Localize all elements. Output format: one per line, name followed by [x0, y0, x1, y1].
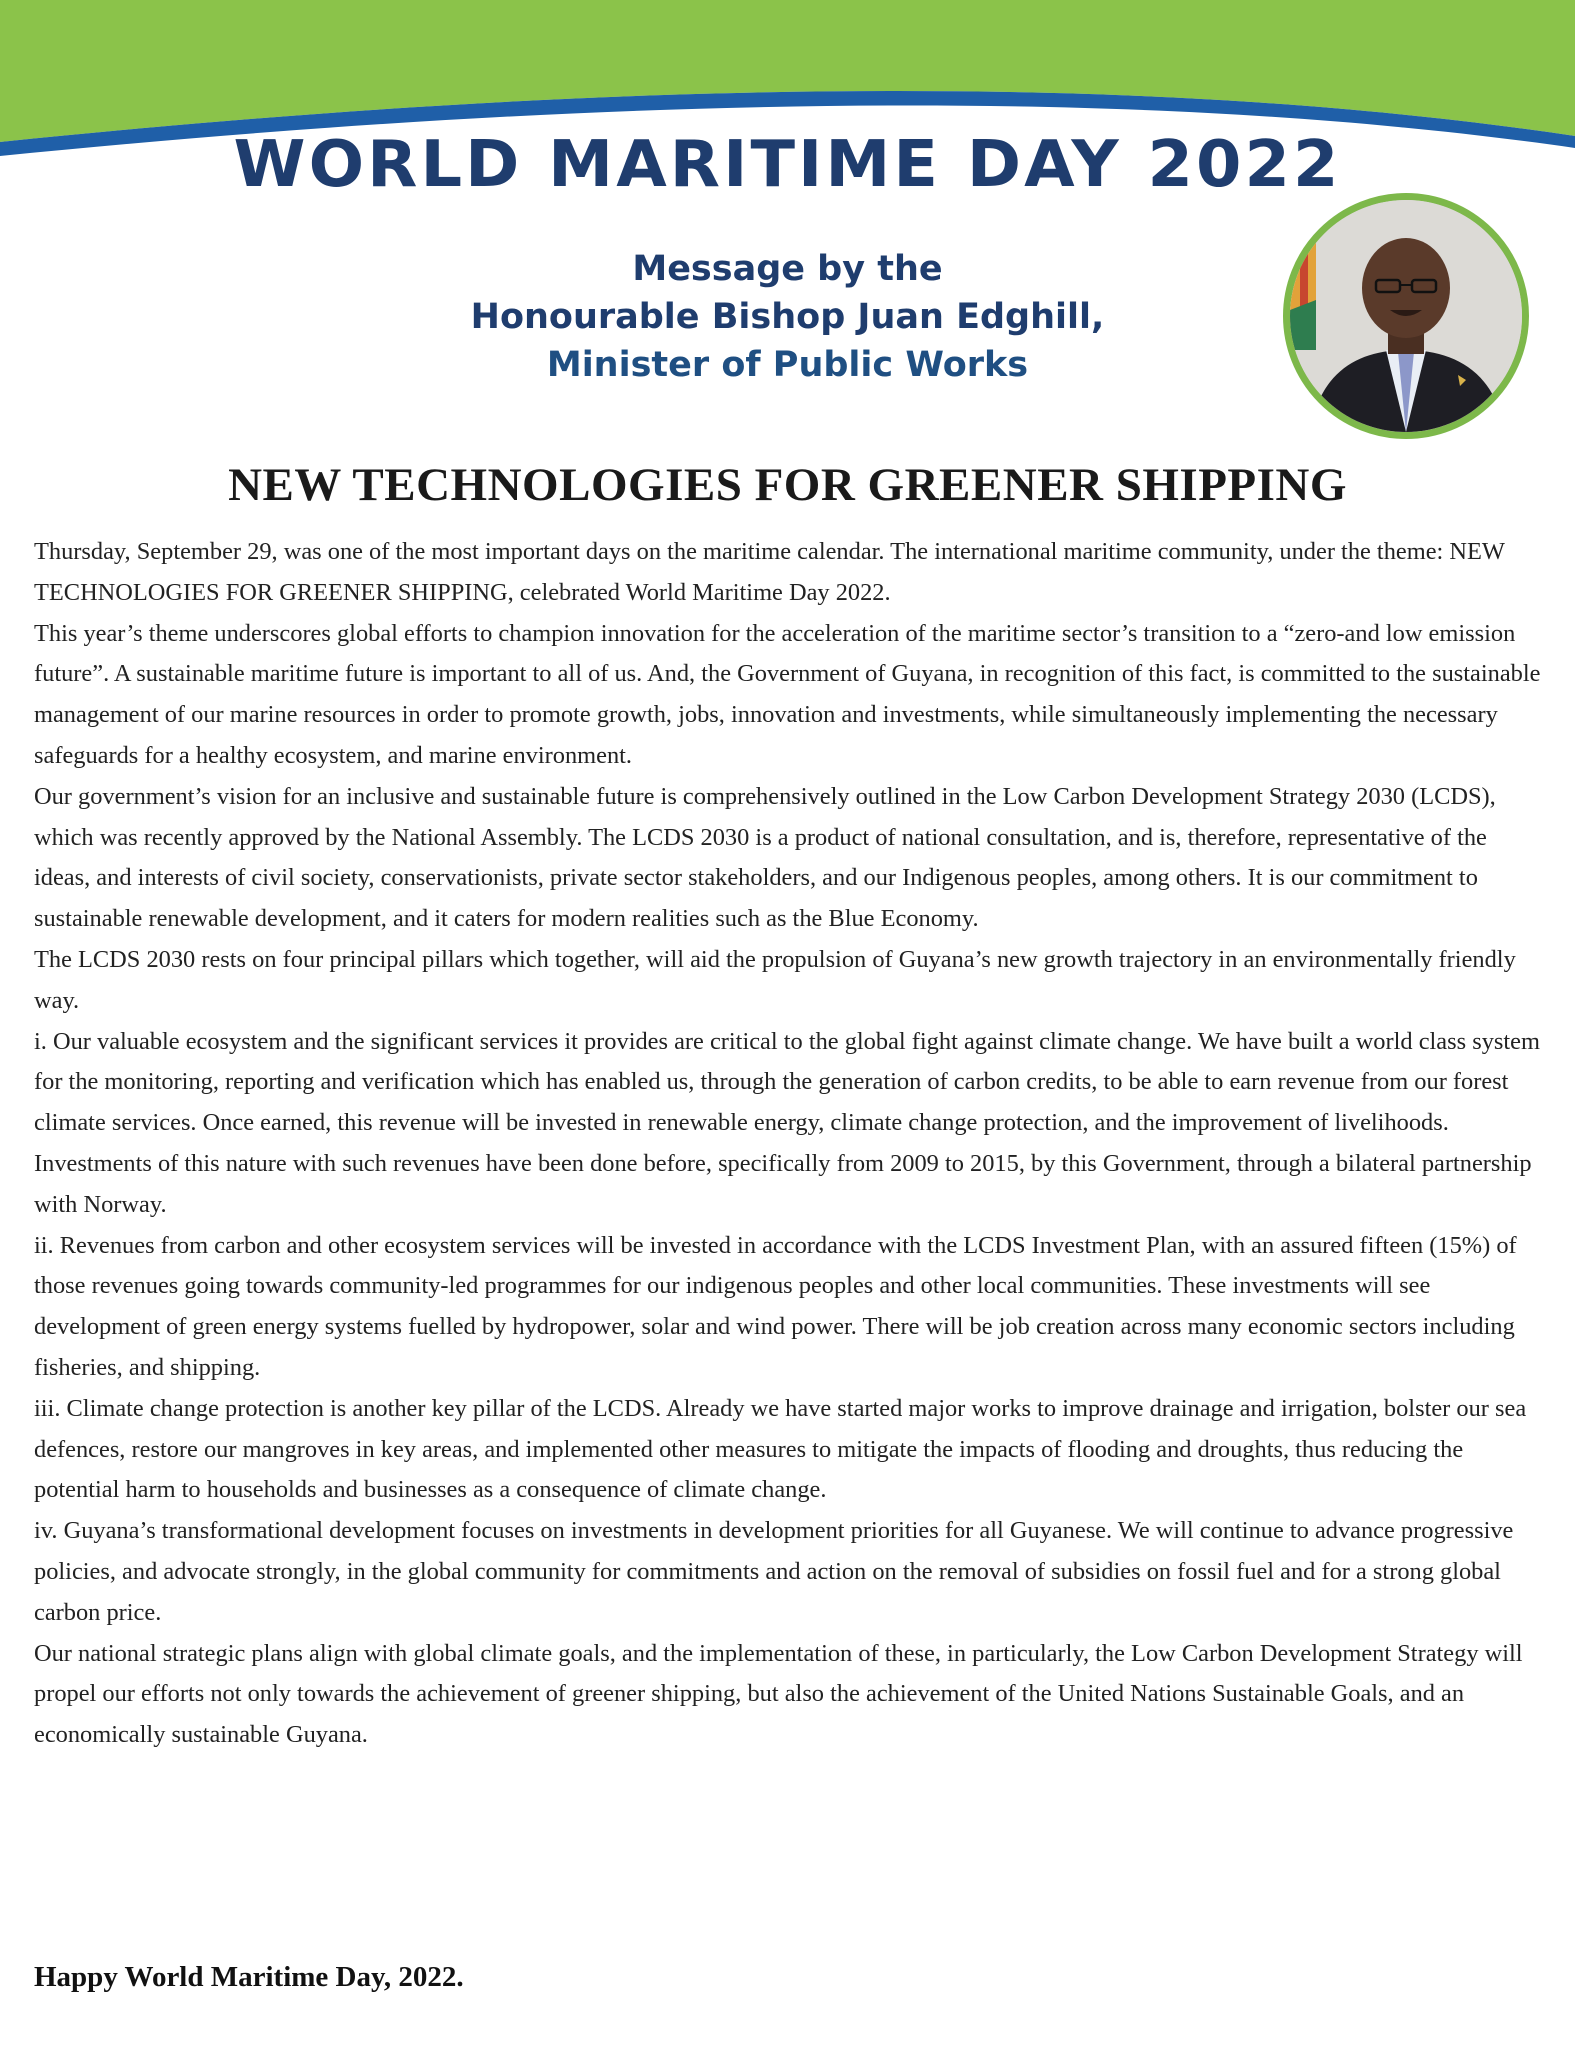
paragraph-four-pillars: The LCDS 2030 rests on four principal pillars which together, will aid the propulsion of Guyana’s new growth trajectory in an environmentally friendly way.: [34, 945, 1516, 1014]
paragraph-pillar-1: i. Our valuable ecosystem and the significant services it provides are critical to the global fight against climate change. We have built a world class system for the monitoring, reporting and verification which has enabled us, through the generation of carbon credits, to be able to earn revenue from our forest climate services. Once earned, this revenue will be invested in renewable energy, climate change protection, and the improvement of livelihoods. Investments of this nature with such revenues have been done before, specifically from 2009 to 2015, by this Government, through a bilateral partnership with Norway.: [34, 1027, 1540, 1218]
minister-portrait: [1283, 193, 1529, 439]
paragraph-intro: Thursday, September 29, was one of the most important days on the maritime calendar. The international maritime community, under the theme: NEW TECHNOLOGIES FOR GREENER SHIPPING, celebrated World Maritime Day 2022.: [34, 538, 1505, 606]
page-title: WORLD MARITIME DAY 2022: [233, 128, 1342, 202]
paragraph-lcds-vision: Our government’s vision for an inclusive and sustainable future is comprehensively outlined in the Low Carbon Development Strategy 2030 (LCDS), which was recently approved by the National Assembly. The LCDS 2030 is a product of national consultation, and is, therefore, representative of the ideas, and interests of civil society, conservationists, private sector stakeholders, and our Indigenous peoples, among others. It is our commitment to sustainable renewable development, and it caters for modern realities such as the Blue Economy.: [34, 782, 1496, 933]
byline-line-3: Minister of Public Works: [546, 345, 1029, 385]
paragraph-pillar-4: iv. Guyana’s transformational development focuses on investments in development priorities for all Guyanese. We will continue to advance progressive policies, and advocate strongly, in the global community for commitments and action on the removal of subsidies on fossil fuel and for a strong global carbon price.: [34, 1517, 1514, 1626]
paragraph-theme: This year’s theme underscores global efforts to champion innovation for the acceleration of the maritime sector’s transition to a “zero-and low emission future”. A sustainable maritime future is important to all of us. And, the Government of Guyana, in recognition of this fact, is committed to the sustainable management of our marine resources in order to promote growth, jobs, innovation and investments, while simultaneously implementing the necessary safeguards for a healthy ecosystem, and marine environment.: [34, 619, 1541, 769]
paragraph-pillar-3: iii. Climate change protection is another key pillar of the LCDS. Already we have started major works to improve drainage and irrigation, bolster our sea defences, restore our mangroves in key areas, and implemented other measures to mitigate the impacts of flooding and droughts, thus reducing the potential harm to households and businesses as a consequence of climate change.: [34, 1394, 1527, 1504]
paragraph-conclusion: Our national strategic plans align with global climate goals, and the implementation of these, in particularly, the Low Carbon Development Strategy will propel our efforts not only towards the achievement of greener shipping, but also the achievement of the United Nations Sustainable Goals, and an economically sustainable Guyana.: [34, 1639, 1523, 1749]
article-body: [34, 532, 1544, 1756]
byline-line-1: Message by the: [632, 249, 943, 289]
article-title: NEW TECHNOLOGIES FOR GREENER SHIPPING: [228, 459, 1347, 511]
closing-greeting: Happy World Maritime Day, 2022.: [34, 1961, 464, 1993]
paragraph-pillar-2: ii. Revenues from carbon and other ecosystem services will be invested in accordance with the LCDS Investment Plan, with an assured fifteen (15%) of those revenues going towards community-led programmes for our indigenous peoples and other local communities. These investments will see development of green energy systems fuelled by hydropower, solar and wind power. There will be job creation across many economic sectors including fisheries, and shipping.: [34, 1231, 1517, 1381]
byline-line-2: Honourable Bishop Juan Edghill,: [470, 297, 1105, 337]
